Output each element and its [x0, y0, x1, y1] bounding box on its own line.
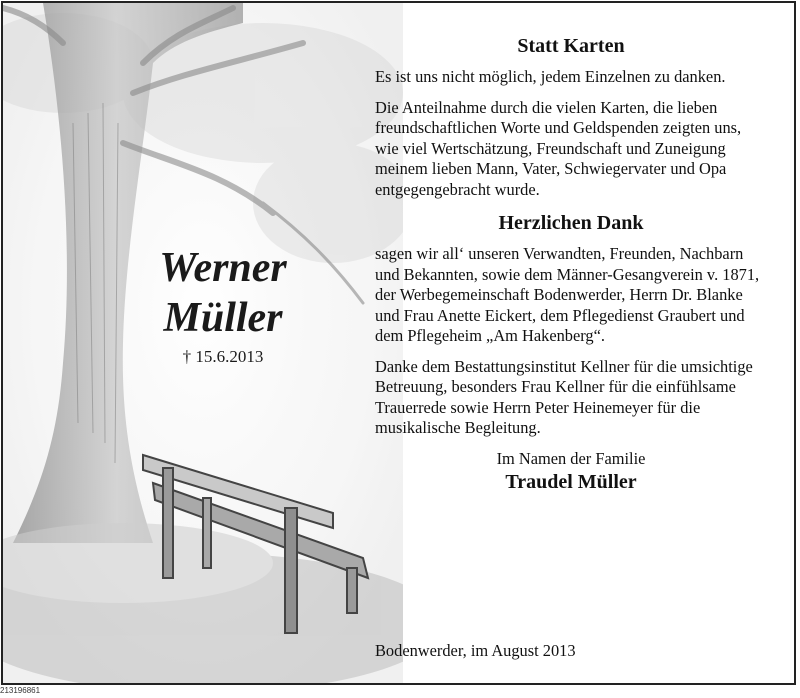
signature-intro: Im Namen der Familie: [496, 448, 646, 468]
heading-herzlichen-dank: Herzlichen Dank: [498, 212, 644, 234]
deceased-first-name: Werner: [159, 245, 287, 291]
obituary-notice: [1, 1, 796, 685]
heading-statt-karten: Statt Karten: [517, 35, 625, 57]
paragraph-intro: Es ist uns nicht möglich, jedem Einzelnen zu danken.: [375, 67, 726, 86]
place-date: Bodenwerder, im August 2013: [375, 641, 576, 660]
signer-name: Traudel Müller: [505, 471, 637, 493]
deceased-name-block: [123, 243, 323, 367]
notice-text-column: [375, 33, 767, 495]
paragraph-bestattung: Danke dem Bestattungsinstitut Kellner für die umsichtige Betreuung, besonders Frau Kellner für die einfühlsame Trauerrede sowie Herrn Peter Heinemeyer für die musikalische Begleitung.: [375, 356, 753, 437]
death-date: † 15.6.2013: [182, 347, 264, 366]
paragraph-anteilnahme: Die Anteilnahme durch die vielen Karten, die lieben freundschaftlichen Worte und Geldspenden zeigten uns, wie viel Wertschätzung, Freundschaft und Zuneigung meinem lieben Mann, Vater, Schwiegervater und Opa entgegengebracht wurde.: [375, 97, 742, 199]
reference-code: 213196861: [0, 686, 41, 695]
paragraph-thanks: sagen wir all‘ unseren Verwandten, Freunden, Nachbarn und Bekannten, sowie dem Männer-Gesangverein v. 1871, der Werbegemeinschaft Bodenwerder, Herrn Dr. Blanke und Frau Anette Eickert, dem Pflegedienst Graubert und dem Pflegeheim „Am Hakenberg“.: [375, 244, 760, 345]
deceased-last-name: Müller: [163, 295, 283, 341]
